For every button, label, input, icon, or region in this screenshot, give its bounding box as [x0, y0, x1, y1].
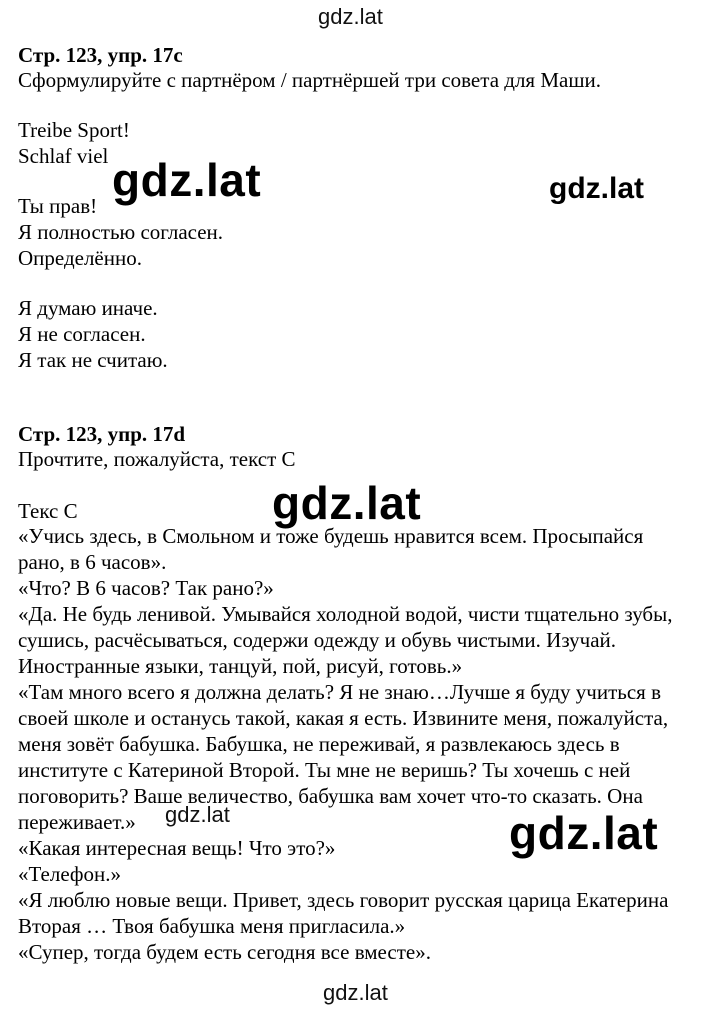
text-line: «Да. Не будь ленивой. Умывайся холодной водой, чисти тщательно зубы, [18, 602, 673, 626]
disagree-list [18, 295, 168, 373]
text-line: институте с Катериной Второй. Ты мне не веришь? Ты хочешь с ней [18, 758, 631, 782]
text-line: меня зовёт бабушка. Бабушка, не переживай, я развлекаюсь здесь в [18, 732, 620, 756]
text-line: «Какая интересная вещь! Что это?» [18, 836, 336, 860]
text-line: «Супер, тогда будем есть сегодня все вместе». [18, 940, 431, 964]
section2-task: Прочтите, пожалуйста, текст С [18, 447, 296, 471]
text-line: «Я люблю новые вещи. Привет, здесь говорит русская царица Екатерина [18, 888, 669, 912]
disagree-item: Я так не считаю. [18, 348, 168, 372]
text-line: поговорить? Ваше величество, бабушка вам хочет что-то сказать. Она [18, 784, 643, 808]
watermark-small-mid: gdz.lat [165, 802, 230, 827]
watermark-big-3: gdz.lat [509, 807, 659, 859]
watermark-top: gdz.lat [318, 4, 383, 29]
watermark-big-2: gdz.lat [272, 477, 422, 529]
text-line: переживает.» [18, 810, 136, 834]
text-line: Иностранные языки, танцуй, пой, рисуй, готовь.» [18, 654, 463, 678]
agree-item: Ты прав! [18, 194, 98, 218]
disagree-item: Я не согласен. [18, 322, 146, 346]
agree-item: Я полностью согласен. [18, 220, 224, 244]
agree-item: Определённо. [18, 246, 142, 270]
advice-item: Treibe Sport! [18, 118, 130, 142]
watermark-right-1: gdz.lat [549, 172, 644, 205]
section2-heading: Стр. 123, упр. 17d [18, 422, 186, 446]
text-title: Текс С [18, 499, 78, 523]
text-body [18, 523, 672, 965]
watermark-big-1: gdz.lat [112, 154, 262, 206]
text-line: «Что? В 6 часов? Так рано?» [18, 576, 274, 600]
text-line: «Телефон.» [18, 862, 122, 886]
text-line: «Там много всего я должна делать? Я не знаю…Лучше я буду учиться в [18, 680, 662, 704]
advice-item: Schlaf viel [18, 144, 109, 168]
watermark-bottom: gdz.lat [323, 980, 388, 1005]
text-line: рано, в 6 часов». [18, 550, 167, 574]
section1-heading: Стр. 123, упр. 17c [18, 43, 183, 67]
disagree-item: Я думаю иначе. [18, 296, 158, 320]
text-line: Вторая … Твоя бабушка меня пригласила.» [18, 914, 406, 938]
section1-task: Сформулируйте с партнёром / партнёршей три совета для Маши. [18, 68, 601, 92]
text-line: «Учись здесь, в Смольном и тоже будешь нравится всем. Просыпайся [18, 524, 644, 548]
text-line: сушись, расчёсываться, содержи одежду и обувь чистыми. Изучай. [18, 628, 617, 652]
text-line: своей школе и останусь такой, какая я есть. Извините меня, пожалуйста, [18, 706, 669, 730]
